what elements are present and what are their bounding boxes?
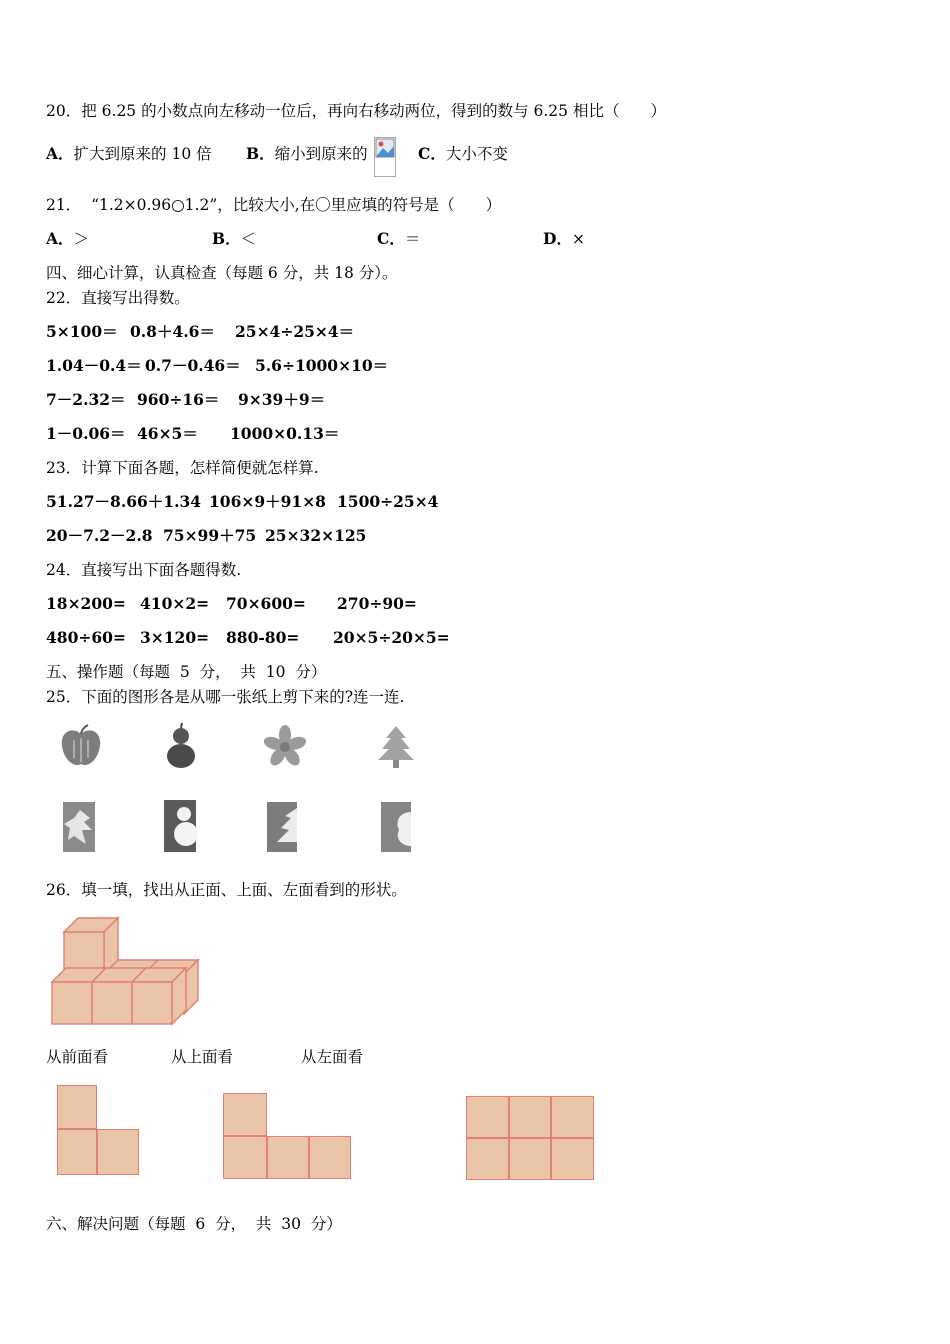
q24-stem: 24．直接写出下面各题得数. (46, 561, 242, 579)
q22-item: 5×100＝ (46, 322, 118, 341)
q24-item: 880-80= (226, 628, 300, 647)
q24-item: 410×2= (140, 594, 210, 613)
q21-option-c[interactable]: C．＝ (377, 229, 421, 248)
q22-item: 7－2.32＝ (46, 390, 126, 409)
q26-stem: 26．填一填，找出从正面、上面、左面看到的形状。 (46, 881, 407, 899)
q23-item: 20－7.2－2.8 (46, 526, 153, 545)
q24-item: 70×600= (226, 594, 306, 613)
cutout-apple-paper-icon (377, 800, 417, 854)
q24-item: 3×120= (140, 628, 210, 647)
flower-shape-icon (262, 724, 308, 770)
view-label-top: 从上面看 (171, 1048, 234, 1066)
view-shape-front (57, 1085, 141, 1177)
q24-item: 18×200= (46, 594, 126, 613)
cutout-gourd-paper-icon (160, 798, 202, 854)
q20-stem: 20．把 6.25 的小数点向左移动一位后，再向右移动两位，得到的数与 6.25 相比（ ） (46, 102, 666, 120)
q23-item: 1500÷25×4 (337, 492, 439, 511)
q20-option-c[interactable]: C．大小不变 (418, 144, 508, 163)
section-6-heading: 六、解决问题（每题 6 分， 共 30 分） (46, 1215, 342, 1233)
cutout-leaf-paper-icon (60, 800, 100, 854)
cutout-tree-paper-icon (263, 800, 303, 854)
q21-stem: 21． “1.2×0.96○1.2”，比较大小,在〇里应填的符号是（ ） (46, 196, 502, 214)
q21-option-d[interactable]: D．× (543, 229, 585, 248)
q25-stem: 25．下面的图形各是从哪一张纸上剪下来的?连一连. (46, 688, 405, 706)
view-shape-top (223, 1093, 351, 1179)
q24-item: 270÷90= (337, 594, 417, 613)
q21-option-b[interactable]: B．＜ (212, 229, 257, 248)
section-4-heading: 四、细心计算，认真检查（每题 6 分，共 18 分）。 (46, 264, 398, 282)
q20-option-a[interactable]: A．扩大到原来的 10 倍 (46, 144, 212, 163)
q22-item: 25×4÷25×4＝ (235, 322, 355, 341)
q24-item: 480÷60= (46, 628, 126, 647)
q23-item: 25×32×125 (265, 526, 367, 545)
cube-stack-illustration (48, 912, 208, 1028)
q22-item: 1－0.06＝ (46, 424, 126, 443)
q22-item: 1.04－0.4＝ (46, 356, 142, 375)
q22-item: 46×5＝ (137, 424, 198, 443)
q20-option-b[interactable]: B．缩小到原来的 (246, 144, 368, 163)
view-label-left: 从左面看 (301, 1048, 364, 1066)
q21-option-a[interactable]: A．＞ (46, 229, 90, 248)
q23-stem: 23．计算下面各题，怎样简便就怎样算. (46, 459, 319, 477)
q22-stem: 22．直接写出得数。 (46, 289, 190, 307)
q23-item: 51.27－8.66＋1.34 (46, 492, 202, 511)
section-5-heading: 五、操作题（每题 5 分， 共 10 分） (46, 663, 327, 681)
q23-item: 106×9＋91×8 (209, 492, 326, 511)
view-shape-left (466, 1096, 594, 1180)
q24-item: 20×5÷20×5= (333, 628, 450, 647)
apple-shape-icon (58, 724, 104, 770)
q22-item: 9×39＋9＝ (238, 390, 326, 409)
tree-shape-icon (376, 724, 416, 770)
view-label-front: 从前面看 (46, 1048, 109, 1066)
q22-item: 0.7－0.46＝ (145, 356, 241, 375)
gourd-shape-icon (161, 722, 201, 772)
q22-item: 0.8＋4.6＝ (130, 322, 215, 341)
q22-item: 5.6÷1000×10＝ (255, 356, 389, 375)
broken-image-icon (374, 137, 396, 177)
q22-item: 960÷16＝ (137, 390, 220, 409)
q22-item: 1000×0.13＝ (230, 424, 340, 443)
q23-item: 75×99＋75 (163, 526, 257, 545)
